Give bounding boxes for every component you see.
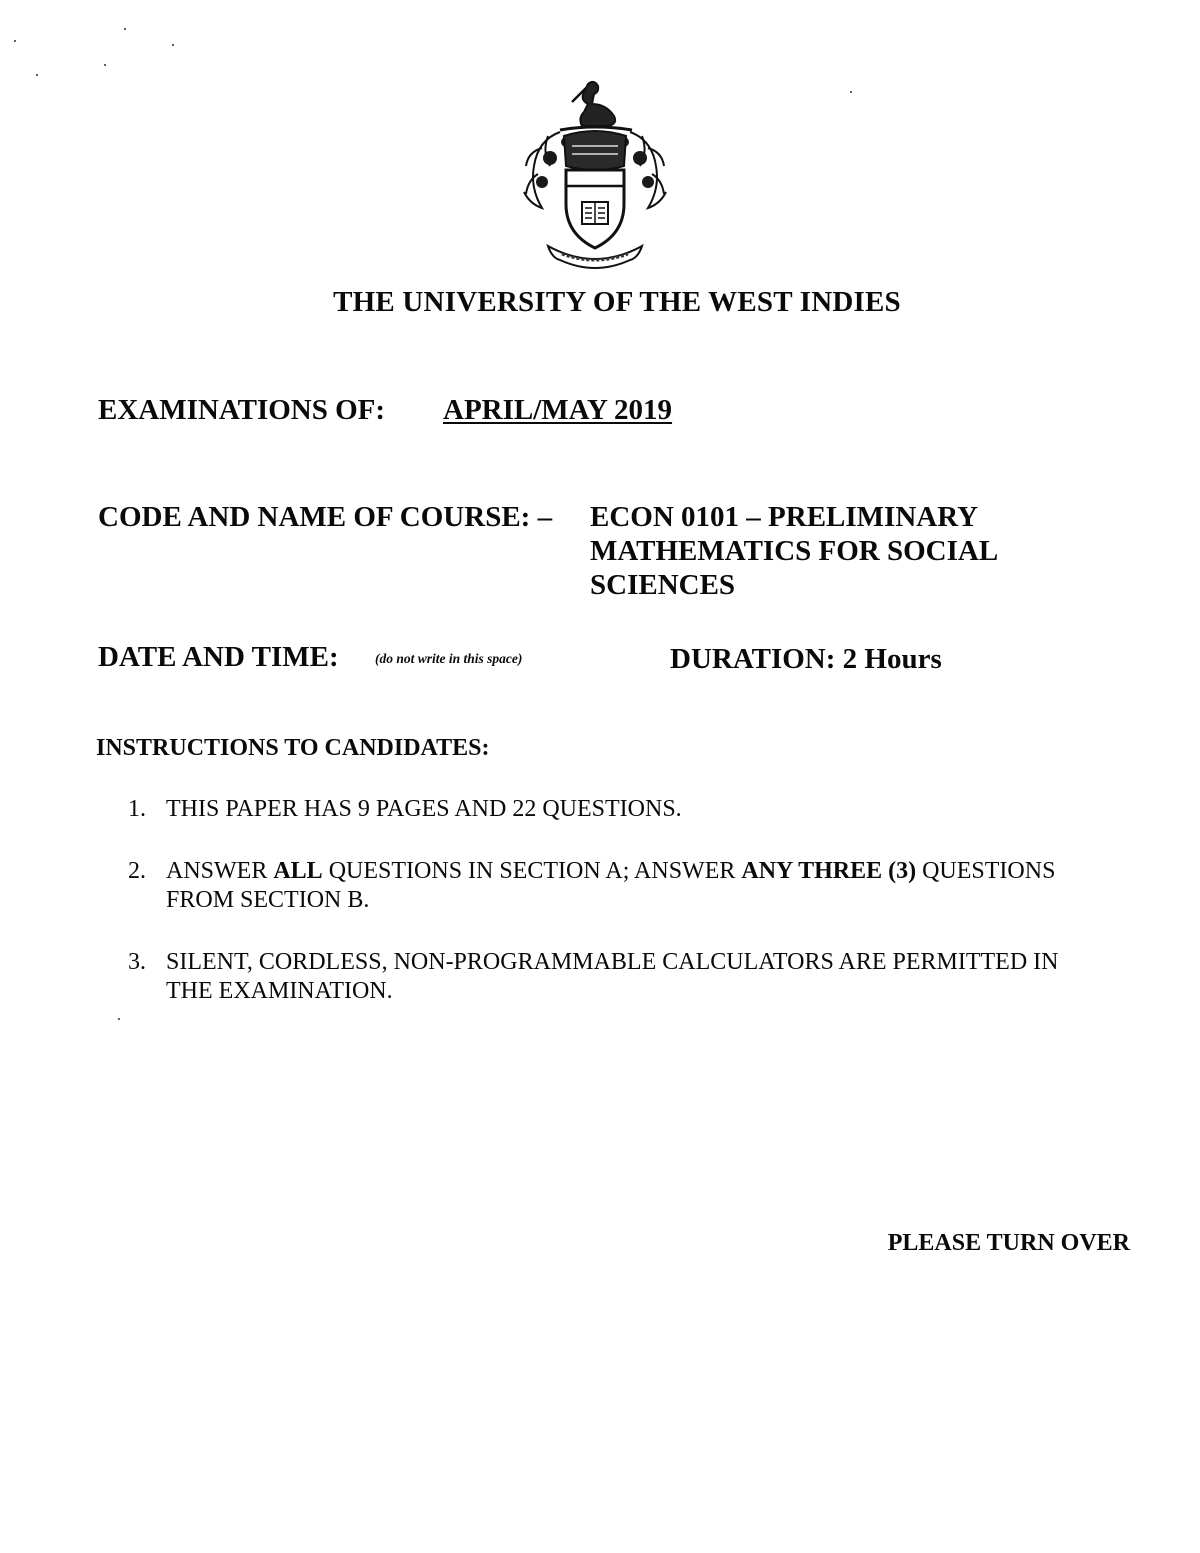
instruction-item [128, 795, 1068, 824]
duration: DURATION: 2 Hours [670, 643, 942, 675]
instruction-emphasis: ANY THREE (3) [741, 858, 917, 884]
instruction-text: SILENT, CORDLESS, NON-PROGRAMMABLE CALCULATORS ARE PERMITTED IN THE EXAMINATION. [166, 949, 1059, 1004]
instruction-item [128, 948, 1068, 1006]
scan-speck [850, 91, 852, 93]
exam-session: APRIL/MAY 2019 [443, 394, 673, 426]
course-name: ECON 0101 – PRELIMINARY MATHEMATICS FOR SOCIAL SCIENCES [590, 501, 997, 601]
instruction-item [128, 857, 1068, 915]
university-crest-icon [520, 78, 670, 273]
course-label: CODE AND NAME OF COURSE: – [98, 501, 553, 533]
scan-speck [104, 64, 106, 66]
exam-label: EXAMINATIONS OF: [98, 394, 386, 426]
university-name: THE UNIVERSITY OF THE WEST INDIES [333, 286, 901, 318]
scan-speck [124, 28, 126, 30]
scan-speck [14, 40, 16, 42]
turn-over-note: PLEASE TURN OVER [887, 1230, 1130, 1256]
scan-speck [118, 1018, 120, 1020]
instruction-text: ANSWER [166, 858, 274, 884]
instruction-number: 3. [128, 949, 146, 975]
instruction-emphasis: ALL [273, 858, 323, 884]
date-time-label: DATE AND TIME: [98, 641, 339, 673]
instructions-title: INSTRUCTIONS TO CANDIDATES: [96, 735, 490, 761]
instructions-list [128, 795, 1068, 1039]
scan-speck [172, 44, 174, 46]
date-note: (do not write in this space) [375, 651, 523, 666]
instruction-text: QUESTIONS FROM SECTION B. [166, 858, 1056, 913]
instruction-text: THIS PAPER HAS 9 PAGES AND 22 QUESTIONS. [166, 796, 682, 822]
scan-speck [36, 74, 38, 76]
instruction-text: QUESTIONS IN SECTION A; ANSWER [322, 858, 742, 884]
instruction-number: 2. [128, 858, 146, 884]
instruction-number: 1. [128, 796, 146, 822]
